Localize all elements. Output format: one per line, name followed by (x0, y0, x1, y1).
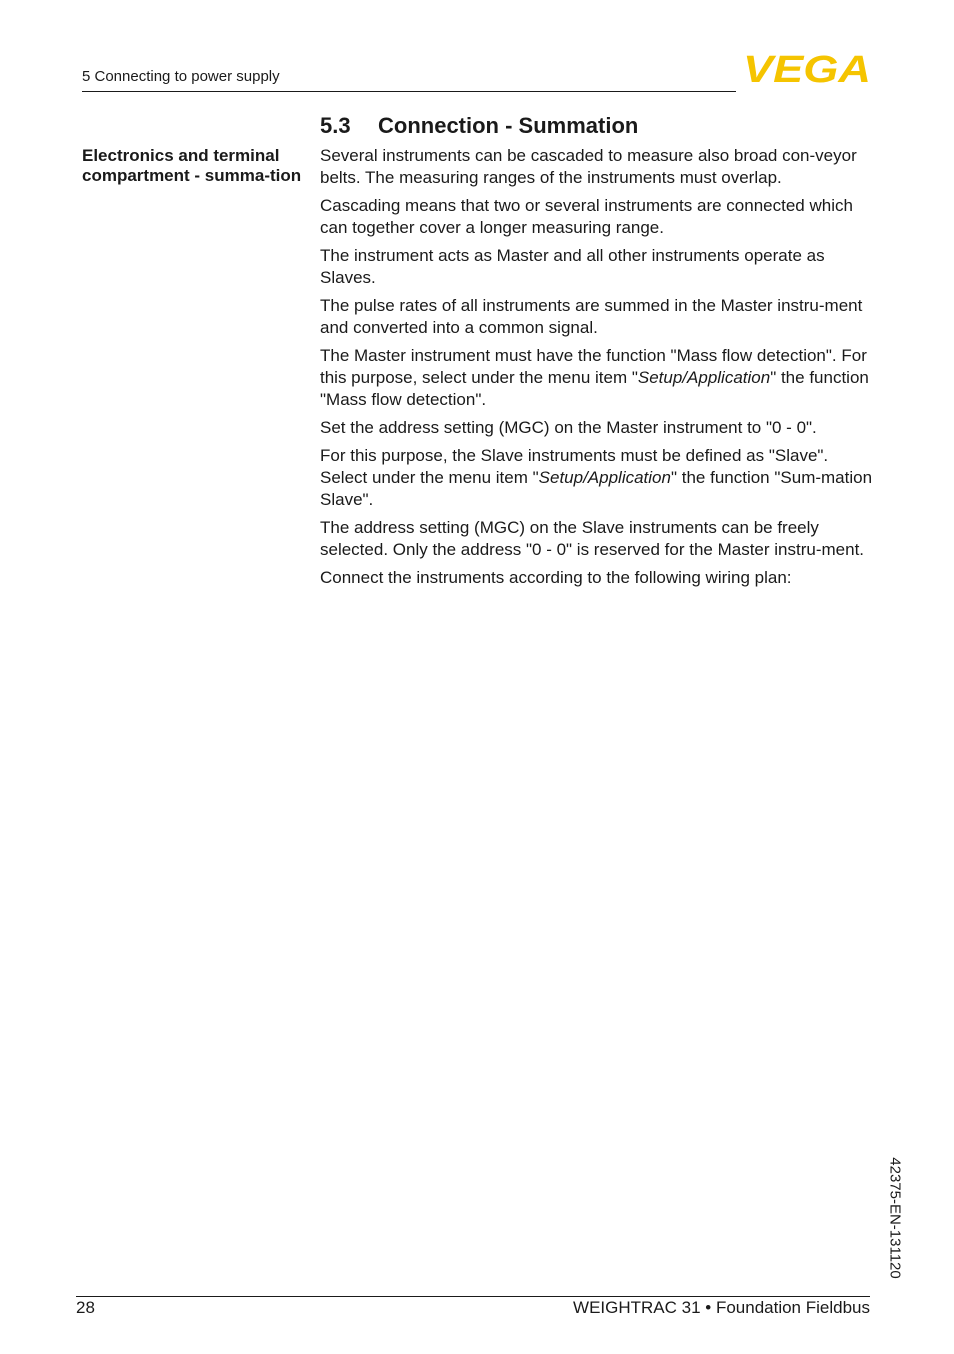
paragraph (320, 345, 876, 411)
paragraph-text: " the function "Mass flow detection". (320, 368, 869, 409)
header-rule (82, 91, 736, 92)
menu-item-reference: Setup/Application (538, 468, 671, 487)
vega-logo (742, 52, 872, 84)
paragraph: Several instruments can be cascaded to measure also broad con-veyor belts. The measuring ranges of the instruments must overlap. (320, 146, 857, 187)
paragraph-text: The Master instrument must have the function "Mass flow detection". For this purpose, select under the menu item " (320, 346, 867, 387)
page-number: 28 (76, 1298, 95, 1317)
footer-rule (76, 1296, 870, 1297)
section-title: Connection - Summation (378, 113, 639, 138)
paragraph: The pulse rates of all instruments are summed in the Master instru-ment and converted into a common signal. (320, 296, 863, 337)
margin-label: Electronics and terminal compartment - summa-tion (82, 146, 302, 185)
paragraph-text: " the function "Sum-mation Slave". (320, 468, 873, 509)
paragraph: The instrument acts as Master and all other instruments operate as Slaves. (320, 246, 825, 287)
side-doc-id: 42375-EN-131120 (886, 1157, 904, 1279)
section-number: 5.3 (320, 113, 351, 138)
paragraph-text: For this purpose, the Slave instruments must be defined as "Slave". Select under the menu item " (320, 446, 829, 487)
footer-title: WEIGHTRAC 31 • Foundation Fieldbus (573, 1298, 870, 1317)
paragraph: Set the address setting (MGC) on the Master instrument to "0 - 0". (320, 418, 817, 437)
menu-item-reference: Setup/Application (637, 368, 771, 387)
section-heading (320, 112, 638, 140)
paragraph: Cascading means that two or several instruments are connected which can together cover a longer measuring range. (320, 196, 853, 237)
running-head: 5 Connecting to power supply (82, 68, 280, 85)
paragraph: The address setting (MGC) on the Slave instruments can be freely selected. Only the address "0 - 0" is reserved for the Master instru-ment. (320, 518, 865, 559)
paragraph (320, 445, 876, 511)
section-body (320, 145, 876, 595)
vega-logo-text: VEGA (743, 52, 871, 84)
paragraph: Connect the instruments according to the following wiring plan: (320, 568, 792, 587)
